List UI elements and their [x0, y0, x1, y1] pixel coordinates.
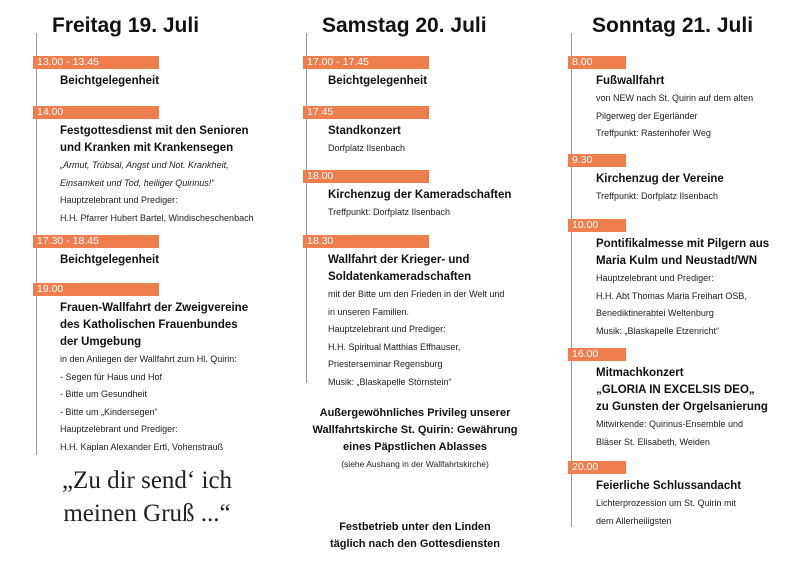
event-detail: von NEW nach St. Quirin auf dem alten — [596, 93, 754, 103]
event-detail: Bläser St. Elisabeth, Weiden — [596, 436, 710, 447]
event-title: Standkonzert — [328, 125, 401, 137]
event-title: des Katholischen Frauenbundes — [60, 319, 238, 331]
event-detail: in den Anliegen der Wallfahrt zum Hl. Quirin: — [60, 354, 237, 364]
event-time: 13.00 - 13.45 — [33, 56, 159, 69]
event-title: Beichtgelegenheit — [60, 254, 160, 266]
event-time: 9.30 — [568, 154, 626, 167]
event — [571, 154, 724, 206]
event — [36, 106, 254, 227]
event-title: Wallfahrt der Krieger- und — [328, 254, 470, 266]
event-title: Beichtgelegenheit — [60, 75, 160, 87]
event-detail: - Bitte um Gesundheit — [60, 389, 148, 399]
event — [571, 219, 769, 340]
event-detail: dem Allerheiligsten — [596, 515, 672, 526]
event — [306, 170, 511, 222]
privilege-note-hint: (siehe Aushang in der Wallfahrtskirche) — [341, 459, 489, 469]
event-title: Beichtgelegenheit — [328, 75, 428, 87]
event-detail: mit der Bitte um den Frieden in der Welt und — [328, 289, 505, 299]
event-time: 18.30 — [303, 235, 429, 248]
event-time: 17.45 — [303, 106, 429, 119]
event-detail: Treffpunkt: Dorfplatz Ilsenbach — [596, 191, 719, 201]
note-line: eines Päpstlichen Ablasses — [343, 441, 487, 453]
event-title: Kirchenzug der Kameradschaften — [328, 189, 512, 201]
event-detail: Lichterprozession um St. Quirin mit — [596, 498, 737, 508]
event-detail: Hauptzelebrant und Prediger: — [60, 195, 178, 205]
motto-line: „Zu dir send‘ ich — [61, 467, 233, 494]
motto — [36, 464, 258, 530]
column-title: Freitag 19. Juli — [52, 14, 200, 37]
event-detail: Dorfplatz Ilsenbach — [328, 143, 406, 153]
footer-line: Festbetrieb unter den Linden — [339, 521, 491, 533]
event-detail: H.H. Abt Thomas Maria Freihart OSB, — [596, 290, 747, 301]
event-time: 17.30 - 18.45 — [33, 235, 159, 248]
event — [571, 56, 753, 143]
event-title: Kirchenzug der Vereine — [596, 173, 724, 185]
event-title: der Umgebung — [60, 336, 142, 348]
column-sunday — [571, 0, 807, 572]
event — [571, 461, 741, 530]
motto-line: meinen Gruß ...“ — [63, 500, 231, 527]
event-time: 8.00 — [568, 56, 626, 69]
event — [36, 56, 159, 90]
event-title: zu Gunsten der Orgelsanierung — [596, 401, 768, 413]
event-detail: Hauptzelebrant und Prediger: — [328, 324, 446, 334]
event-title: Maria Kulm und Neustadt/WN — [596, 255, 758, 267]
footer-line: täglich nach den Gottesdiensten — [330, 538, 500, 550]
event-time: 16.00 — [568, 348, 626, 361]
event — [306, 235, 504, 391]
event-time: 17.00 - 17.45 — [303, 56, 429, 69]
event-title: Feierliche Schlussandacht — [596, 480, 742, 492]
event-title: „GLORIA IN EXCELSIS DEO„ — [596, 384, 755, 396]
event-detail: H.H. Kaplan Alexander Ertl, Vohenstrauß — [60, 441, 224, 452]
event-title: und Kranken mit Krankensegen — [60, 142, 234, 154]
event-detail: Musik: „Blaskapelle Störnstein“ — [328, 376, 452, 387]
event-time: 20.00 — [568, 461, 626, 474]
event-detail: in unseren Familien. — [328, 306, 410, 317]
event-time: 10.00 — [568, 219, 626, 232]
note-line: Wallfahrtskirche St. Quirin: Gewährung — [312, 424, 518, 436]
event-time: 14.00 — [33, 106, 159, 119]
event-detail: Benediktinerabtei Weltenburg — [596, 308, 714, 318]
event-detail: Treffpunkt: Dorfplatz Ilsenbach — [328, 207, 451, 217]
column-saturday — [306, 0, 546, 572]
event-quote: Einsamkeit und Tod, heiliger Quirinus!“ — [60, 177, 215, 188]
event-title: Soldatenkameradschaften — [328, 271, 472, 283]
event-detail: Mitwirkende: Quirinus-Ensemble und — [596, 419, 744, 429]
event-quote: „Armut, Trübsal, Angst und Not. Krankheit, — [60, 160, 229, 170]
event-detail: H.H. Pfarrer Hubert Bartel, Windischeschenbach — [60, 212, 254, 223]
event-title: Frauen-Wallfahrt der Zweigvereine — [60, 302, 249, 314]
event-detail: Priesterseminar Regensburg — [328, 359, 443, 369]
column-title: Sonntag 21. Juli — [592, 14, 754, 37]
event-detail: H.H. Spiritual Matthias Effhauser, — [328, 341, 461, 352]
event-detail: Treffpunkt: Rastenhofer Weg — [596, 128, 711, 138]
event-detail: Hauptzelebrant und Prediger: — [60, 424, 178, 434]
event-detail: Hauptzelebrant und Prediger: — [596, 273, 714, 283]
event-title: Festgottesdienst mit den Senioren — [60, 125, 249, 137]
column-title: Samstag 20. Juli — [322, 14, 487, 37]
event — [306, 56, 429, 90]
event — [36, 283, 248, 456]
event-time: 18.00 — [303, 170, 429, 183]
event-detail: Musik: „Blaskapelle Etzenricht“ — [596, 325, 720, 336]
event-detail: - Segen für Haus und Hof — [60, 371, 163, 382]
festival-footer — [300, 519, 530, 553]
event-title: Mitmachkonzert — [596, 367, 684, 379]
event — [306, 106, 429, 158]
event — [36, 235, 159, 269]
event-title: Fußwallfahrt — [596, 75, 665, 87]
event — [571, 348, 768, 451]
event-detail: - Bitte um „Kindersegen“ — [60, 406, 158, 417]
note-line: Außergewöhnliches Privileg unserer — [319, 407, 511, 419]
event-time: 19.00 — [33, 283, 159, 296]
privilege-note — [300, 405, 530, 456]
event-detail: Pilgerweg der Egerländer — [596, 110, 698, 121]
event-title: Pontifikalmesse mit Pilgern aus — [596, 238, 770, 250]
